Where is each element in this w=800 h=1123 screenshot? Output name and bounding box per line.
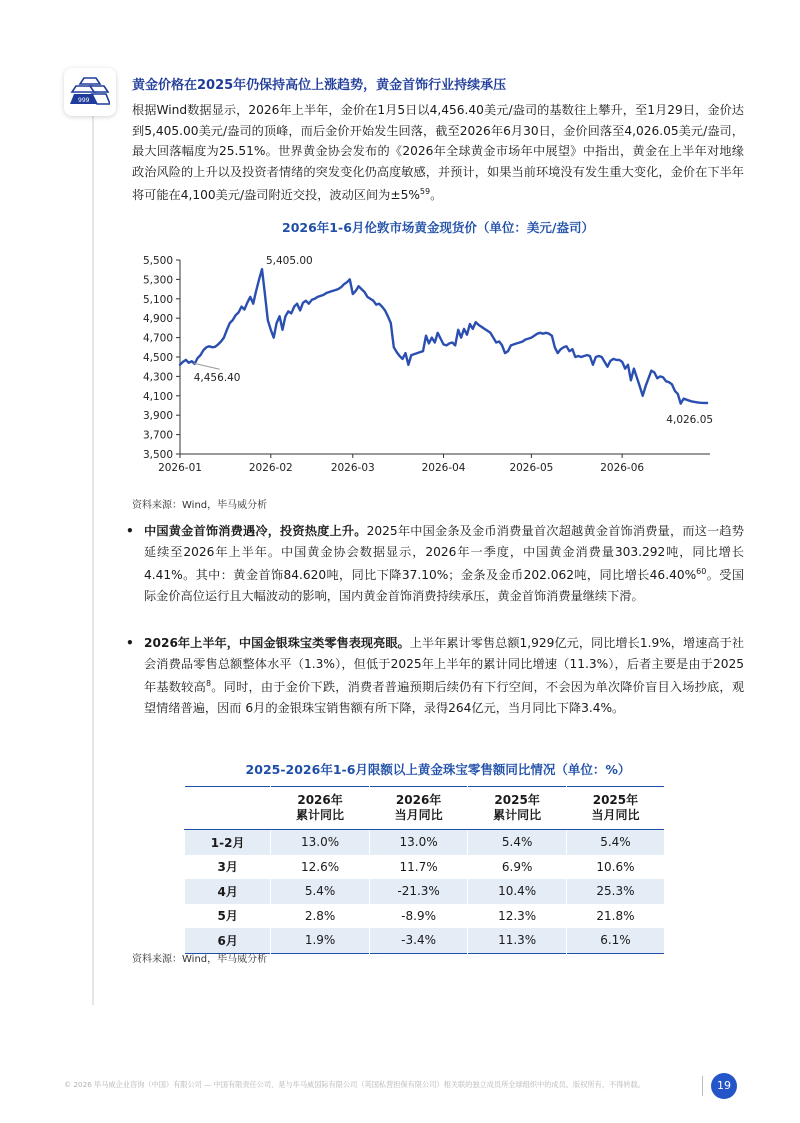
left-rule xyxy=(92,112,94,1005)
table-cell: 10.4% xyxy=(468,879,567,904)
table-cell: 5.4% xyxy=(468,830,567,855)
table-header-cell: 2025年 当月同比 xyxy=(566,787,664,830)
data-label: 4,026.05 xyxy=(666,413,714,426)
table-cell: -3.4% xyxy=(369,928,468,953)
x-tick-label: 2026-04 xyxy=(421,462,466,474)
y-tick-label: 5,300 xyxy=(142,274,173,287)
bullet-dot: • xyxy=(126,524,134,538)
table-row xyxy=(185,855,665,880)
y-tick-label: 4,300 xyxy=(142,371,173,384)
bullet-text: 。受国际金价高位运行且大幅波动的影响，国内黄金首饰消费持续承压，黄金首饰消费量继续下滑。 xyxy=(144,568,745,603)
data-label: 5,405.00 xyxy=(265,255,313,268)
table-header-cell xyxy=(185,787,271,830)
bullet-retail-sales xyxy=(126,633,744,718)
table-header-cell: 2026年 累计同比 xyxy=(271,787,370,830)
x-tick-label: 2026-03 xyxy=(330,462,375,474)
gold-price-series-line xyxy=(180,269,707,403)
table-cell: -8.9% xyxy=(369,904,468,929)
row-label: 3月 xyxy=(185,855,271,880)
data-label: 4,456.40 xyxy=(193,372,241,385)
x-tick-label: 2026-01 xyxy=(158,462,202,474)
table-row xyxy=(185,830,665,855)
y-tick-label: 3,900 xyxy=(142,410,173,423)
y-tick-label: 4,500 xyxy=(142,352,173,364)
table-title: 2025-2026年1-6月限额以上黄金珠宝零售额同比情况（单位：%） xyxy=(245,762,631,777)
table-cell: 11.3% xyxy=(468,928,567,953)
y-tick-label: 4,700 xyxy=(142,332,173,345)
bullet-text: 上半年累计零售总额1,929亿元，同比增长1.9%，增速高于社会消费品零售总额整体水平（1.3%），但低于2025年上半年的累计同比增速（11.3%），后者主要是由于2025年基数较高 xyxy=(144,636,744,695)
x-tick-label: 2026-02 xyxy=(248,462,293,474)
row-label: 5月 xyxy=(185,904,271,929)
chart-title: 2026年1-6月伦敦市场黄金现货价（单位：美元/盎司） xyxy=(282,220,594,235)
table-row xyxy=(185,879,665,904)
row-label: 1-2月 xyxy=(185,830,271,855)
y-tick-label: 4,900 xyxy=(142,313,173,326)
table-cell: 13.0% xyxy=(271,830,370,855)
table-row xyxy=(185,904,665,929)
footnote-ref: 8 xyxy=(205,679,212,688)
table-cell: 12.3% xyxy=(468,904,567,929)
bullet-dot: • xyxy=(126,636,134,650)
table-cell: 1.9% xyxy=(271,928,370,953)
intro-end: 。 xyxy=(430,188,443,203)
row-label: 6月 xyxy=(185,928,271,953)
table-header-cell: 2026年 当月同比 xyxy=(369,787,468,830)
section-heading: 黄金价格在2025年仍保持高位上涨趋势，黄金首饰行业持续承压 xyxy=(132,78,507,93)
table-cell: 10.6% xyxy=(566,855,664,880)
footnote-ref: 59 xyxy=(419,187,431,196)
footnote-ref: 60 xyxy=(696,567,707,576)
annotation-leader xyxy=(194,363,220,369)
table-cell: 12.6% xyxy=(271,855,370,880)
gold-bars-icon xyxy=(64,68,116,116)
x-tick-label: 2026-05 xyxy=(509,462,554,474)
page-number: 19 xyxy=(711,1073,737,1099)
bullet-lead: 中国黄金首饰消费遇冷，投资热度上升。 xyxy=(144,524,367,538)
y-tick-label: 5,100 xyxy=(142,293,173,306)
chart-source: 资料来源：Wind，毕马威分析 xyxy=(132,500,268,511)
gold-bar-label: 999 xyxy=(78,97,90,104)
table-header-row xyxy=(185,787,665,830)
intro-text: 根据Wind数据显示，2026年上半年，金价在1月5日以4,456.40美元/盎司的基数往上攀升，至1月29日，金价达到5,405.00美元/盎司的顶峰，而后金价开始发生回落，截至2026年6月30日，金价回落至4,026.05美元/盎司，最大回落幅度为25.51%。世界黄金协会发布的《2026年全球黄金市场年中展望》中指出，黄金在上半年对地缘政治风险的上升以及投资者情绪的突发变化仍高度敏感，并预计，如果当前环境没有发生重大变化，金价在下半年将可能在4,100美元/盎司附近交投，波动区间为±5% xyxy=(132,103,744,203)
bullet-lead: 2026年上半年，中国金银珠宝类零售表现亮眼。 xyxy=(144,636,410,650)
gold-price-line-chart xyxy=(120,242,720,474)
table-cell: -21.3% xyxy=(369,879,468,904)
footer-divider xyxy=(702,1076,703,1096)
table-cell: 6.9% xyxy=(468,855,567,880)
table-cell: 13.0% xyxy=(369,830,468,855)
y-tick-label: 4,100 xyxy=(142,390,173,403)
table-header-cell: 2025年 累计同比 xyxy=(468,787,567,830)
bullet-text: 2025年中国金条及金币消费量首次超越黄金首饰消费量，而这一趋势延续至2026年上半年。中国黄金协会数据显示，2026年一季度，中国黄金消费量303.292吨，同比增长4.41%。其中：黄金首饰84.620吨，同比下降37.10%；金条及金币202.062吨，同比增长46.40% xyxy=(144,524,744,583)
intro-paragraph xyxy=(132,100,744,206)
x-tick-label: 2026-06 xyxy=(600,462,645,474)
bullet-text: 。同时，由于金价下跌，消费者普遍预期后续仍有下行空间，不会因为单次降价盲目入场抄底，观望情绪普遍，因而 6月的金银珠宝销售额有所下降，录得264亿元，当月同比下降3.4%。 xyxy=(144,680,745,715)
y-tick-label: 3,500 xyxy=(142,449,173,461)
table-source: 资料来源：Wind，毕马威分析 xyxy=(132,954,268,965)
bullet-jewelry-consumption xyxy=(126,521,744,606)
footer-copyright: © 2026 毕马威企业咨询（中国）有限公司 — 中国有限责任公司，是与毕马威国际有限公司（英国私营担保有限公司）相关联的独立成员所全球组织中的成员。版权所有，不得转载。 xyxy=(64,1080,645,1089)
table-cell: 21.8% xyxy=(566,904,664,929)
table-cell: 25.3% xyxy=(566,879,664,904)
y-tick-label: 5,500 xyxy=(142,255,173,267)
table-cell: 5.4% xyxy=(566,830,664,855)
table-cell: 2.8% xyxy=(271,904,370,929)
row-label: 4月 xyxy=(185,879,271,904)
table-cell: 5.4% xyxy=(271,879,370,904)
table-cell: 6.1% xyxy=(566,928,664,953)
y-tick-label: 3,700 xyxy=(142,429,173,442)
retail-yoy-table xyxy=(184,786,664,954)
table-cell: 11.7% xyxy=(369,855,468,880)
